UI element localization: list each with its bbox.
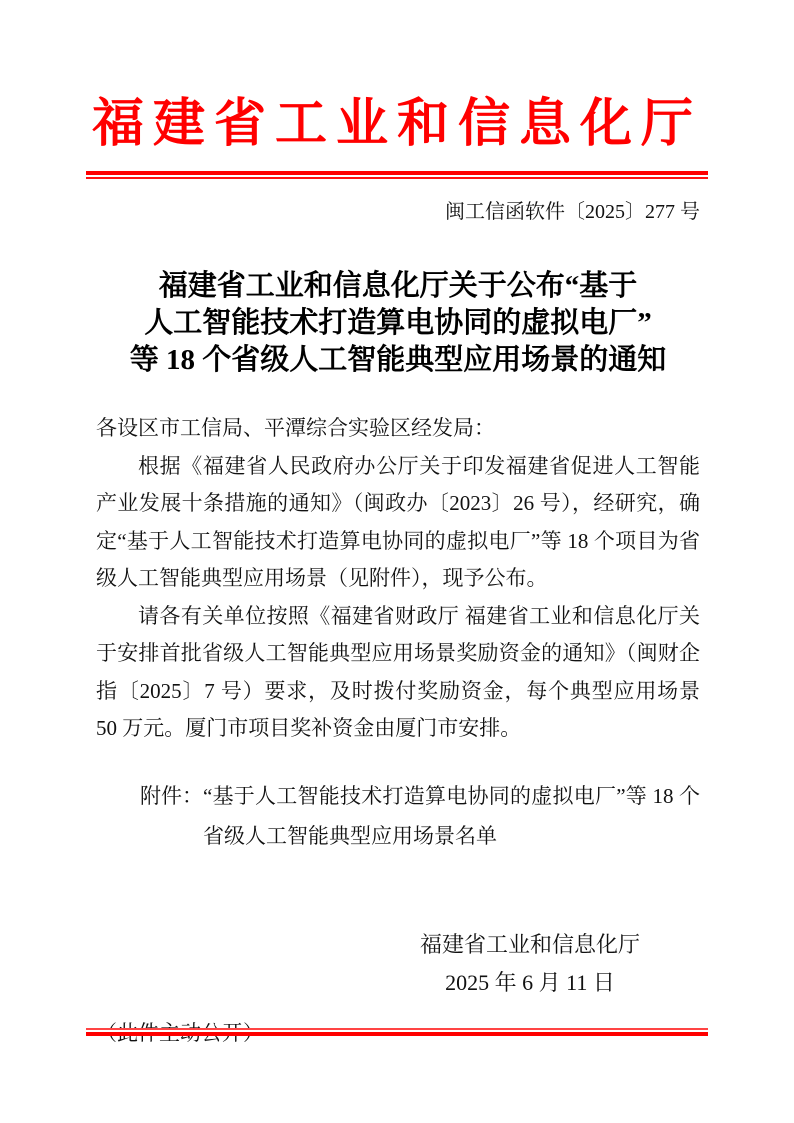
body-paragraph-2: 请各有关单位按照《福建省财政厅 福建省工业和信息化厅关于安排首批省级人工智能典型应用场景奖励资金的通知》（闽财企指〔2025〕7 号）要求，及时拨付奖励资金，每个典型应用场景 50 万元。厦门市项目奖补资金由厦门市安排。: [96, 603, 700, 740]
salutation-line: 各设区市工信局、平潭综合实验区经发局：: [96, 416, 495, 440]
footer-divider-rule: [86, 1028, 708, 1036]
attachment-label: 附件：: [140, 783, 203, 808]
notice-body: [96, 410, 700, 748]
attachment-block: [140, 776, 700, 856]
notice-title-line-1: 福建省工业和信息化厅关于公布“基于: [158, 270, 638, 302]
document-body-area: [0, 198, 794, 1048]
signature-date: 2025 年 6 月 11 日: [445, 969, 615, 995]
signature-block: [420, 926, 640, 1002]
footer-thick-line: [86, 1032, 708, 1036]
letterhead-divider-rule: [86, 171, 708, 179]
notice-title-line-3: 等 18 个省级人工智能典型应用场景的通知: [129, 344, 667, 376]
attachment-title-text: “基于人工智能技术打造算电协同的虚拟电厂”等 18 个省级人工智能典型应用场景名单: [203, 783, 700, 848]
body-paragraph-1: 根据《福建省人民政府办公厅关于印发福建省促进人工智能产业发展十条措施的通知》（闽政办〔2023〕26 号），经研究，确定“基于人工智能技术打造算电协同的虚拟电厂”等 18 个项目为省级人工智能典型应用场景（见附件），现予公布。: [96, 453, 700, 590]
notice-title: [96, 268, 700, 379]
letterhead-agency-title: 福建省工业和信息化厅: [91, 96, 702, 153]
divider-thin-line: [86, 177, 708, 179]
notice-title-line-2: 人工智能技术打造算电协同的虚拟电厂”: [144, 307, 652, 339]
signature-agency-name: 福建省工业和信息化厅: [419, 931, 640, 957]
document-number: 闽工信函软件〔2025〕277 号: [445, 201, 700, 223]
